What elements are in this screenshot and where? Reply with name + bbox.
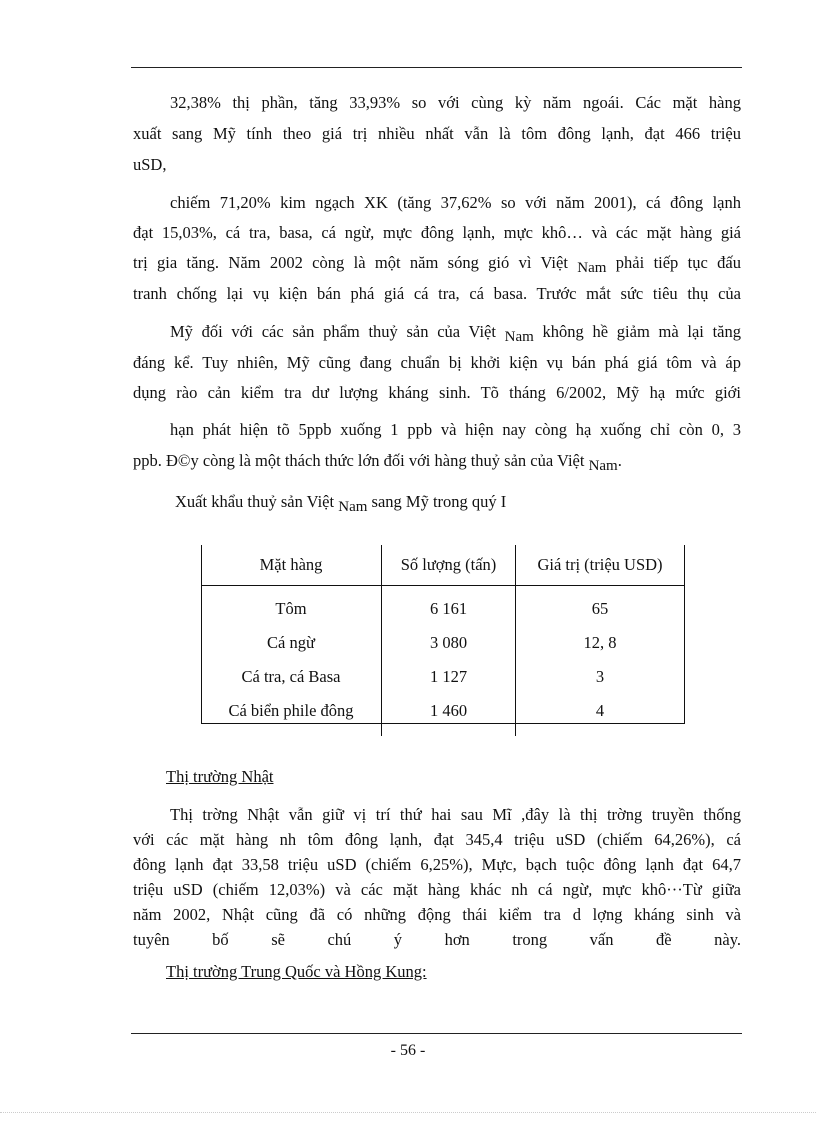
para3-line1-nam: Nam [504,329,534,345]
table-caption [175,492,506,513]
table-caption-text-end: sang Mỹ trong quý I [367,492,507,511]
para2-line3 [133,253,741,274]
para2-line4: tranh chống lại vụ kiện bán phá giá cá tra, cá basa. Trước mắt sức tiêu thụ của [133,284,741,303]
japan-line1: Thị trờng Nhật vẫn giữ vị trí thứ hai sau Mĩ ,đây là thị trờng truyền thống [170,805,741,824]
table-row [201,586,684,627]
table-cell: Tôm [275,599,307,618]
para4-line2-text: ppb. Đ©y còng là một thách thức lớn đối với hàng thuỷ sản của Việt [133,451,589,470]
japan-line6: tuyên bố sẽ chú ý hơn trong vấn đề này. [133,930,741,949]
table-header-cell: Mặt hàng [201,545,382,586]
table-cell: 65 [516,586,685,627]
table-row [201,626,684,660]
para2-line1: chiếm 71,20% kim ngạch XK (tăng 37,62% so với năm 2001), cá đông lạnh [170,193,741,212]
table-cell: 1 127 [382,660,516,694]
section-china-heading: Thị trường Trung Quốc và Hồng Kung: [166,962,427,981]
para1-line2: xuất sang Mỹ tính theo giá trị nhiều nhất vẫn là tôm đông lạnh, đạt 466 triệu [133,124,741,143]
para3-line3: dụng rào cản kiểm tra dư lượng kháng sinh. Tõ tháng 6/2002, Mỹ hạ mức giới [133,383,741,402]
para2-line3-nam: Nam [577,260,607,276]
para2-line2: đạt 15,03%, cá tra, basa, cá ngừ, mực đông lạnh, mực khô… và các mặt hàng giá [133,223,741,242]
para3-line1-text-end: không hề giảm mà lại tăng [533,322,741,341]
footer-rule [131,1033,742,1034]
japan-line2: với các mặt hàng nh tôm đông lạnh, đạt 345,4 triệu uSD (chiếm 64,26%), cá [133,830,741,849]
export-table [201,545,684,736]
page-number: - 56 - [390,1042,426,1059]
para3-line2: đáng kể. Tuy nhiên, Mỹ cũng đang chuẩn bị khởi kiện vụ bán phá giá tôm và áp [133,353,741,372]
para2-line3-text-end: phải tiếp tục đấu [606,253,741,272]
japan-line3: đông lạnh đạt 33,58 triệu uSD (chiếm 6,25%), Mực, bạch tuộc đông lạnh đạt 64,7 [133,855,741,874]
table-cell: 1 460 [382,694,516,736]
para1-line3: uSD, [133,155,167,174]
table-header-row [201,545,684,586]
para3-line1 [170,322,741,343]
section-japan-heading: Thị trường Nhật [166,767,274,786]
table-cell: 6 161 [382,586,516,627]
table-cell: 12, 8 [516,626,685,660]
para4-line2-period: . [617,451,622,470]
page-edge [0,1112,816,1113]
para4-line2-nam: Nam [588,458,618,474]
table-cell: Cá tra, cá Basa [241,667,341,686]
para4-line2 [133,451,622,472]
table-cell: 3 [516,660,685,694]
header-rule [131,67,742,68]
japan-line5: năm 2002, Nhật cũng đã có những động thái kiểm tra d lợng kháng sinh và [133,905,741,924]
table-header-cell: Giá trị (triệu USD) [516,545,685,586]
table-cell: Cá biển phile đông [228,701,354,720]
table-caption-nam: Nam [338,499,368,515]
japan-line4: triệu uSD (chiếm 12,03%) và các mặt hàng khác nh cá ngừ, mực khô···Từ giữa [133,880,741,899]
table-caption-text: Xuất khẩu thuỷ sản Việt [175,492,339,511]
para2-line3-text: trị gia tăng. Năm 2002 còng là một năm sóng gió vì Việt [133,253,578,272]
para1-line1: 32,38% thị phần, tăng 33,93% so với cùng kỳ năm ngoái. Các mặt hàng [170,93,741,112]
table-cell: Cá ngừ [267,633,315,652]
para4-line1: hạn phát hiện tõ 5ppb xuống 1 ppb và hiện nay còng hạ xuống chỉ còn 0, 3 [170,420,741,439]
table-cell: 4 [516,694,685,736]
para3-line1-text: Mỹ đối với các sản phẩm thuỷ sản của Việt [170,322,505,341]
table-row [201,694,684,736]
table-header-cell: Số lượng (tấn) [382,545,516,586]
table-cell: 3 080 [382,626,516,660]
table-row [201,660,684,694]
